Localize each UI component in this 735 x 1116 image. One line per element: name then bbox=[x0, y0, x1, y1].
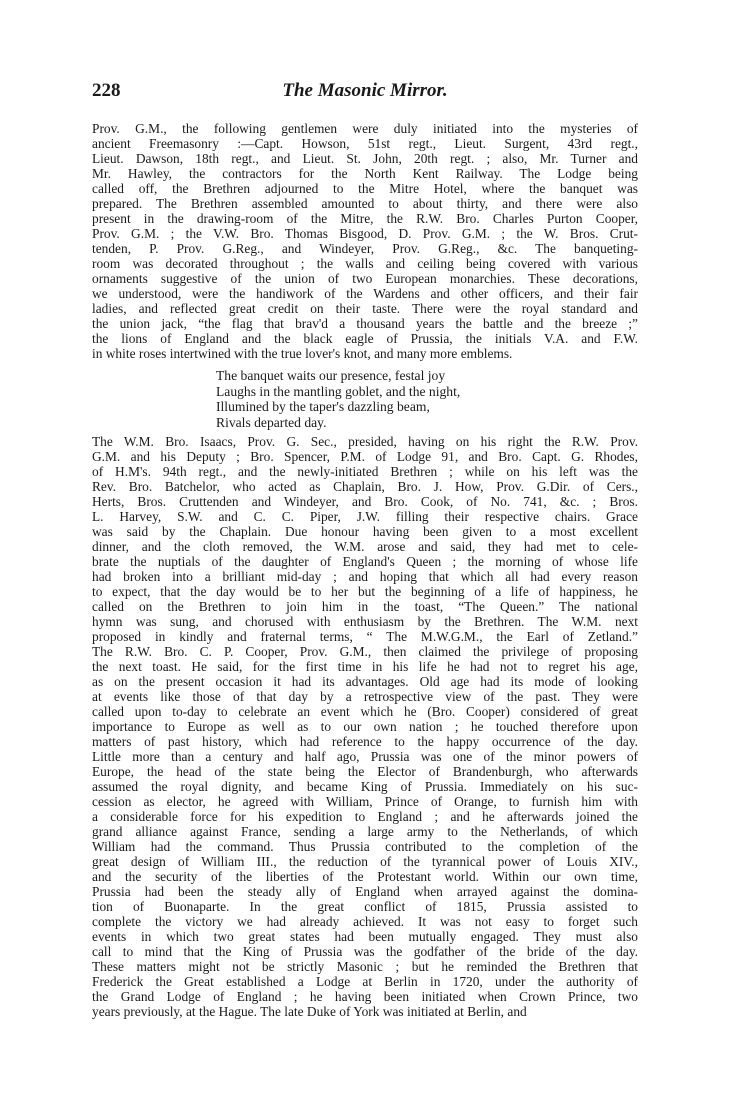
text-line: Frederick the Great established a Lodge at Berlin in 1720, under the authority of bbox=[92, 974, 638, 989]
text-line: the Grand Lodge of England ; he having been initiated when Crown Prince, two bbox=[92, 989, 638, 1004]
text-line: great design of William III., the reduction of the tyrannical power of Louis XIV., bbox=[92, 854, 638, 869]
text-line: Little more than a century and half ago, Prussia was one of the minor powers of bbox=[92, 749, 638, 764]
text-line: tion of Buonaparte. In the great conflict of 1815, Prussia assisted to bbox=[92, 899, 638, 914]
text-line: was said by the Chaplain. Due honour having been given to a most excellent bbox=[92, 524, 638, 539]
paragraph-2 bbox=[92, 434, 638, 1019]
text-line: The R.W. Bro. C. P. Cooper, Prov. G.M., then claimed the privilege of proposing bbox=[92, 644, 638, 659]
text-line: cession as elector, he agreed with William, Prince of Orange, to furnish him with bbox=[92, 794, 638, 809]
text-line: proposed in kindly and fraternal terms, “ The M.W.G.M., the Earl of Zetland.” bbox=[92, 629, 638, 644]
page-header bbox=[92, 80, 638, 104]
text-line: call to mind that the King of Prussia was the godfather of the bride of the day. bbox=[92, 944, 638, 959]
text-line: William had the command. Thus Prussia contributed to the completion of the bbox=[92, 839, 638, 854]
text-line: called off, the Brethren adjourned to the Mitre Hotel, where the banquet was bbox=[92, 181, 638, 196]
text-line: complete the victory we had already achieved. It was not easy to forget such bbox=[92, 914, 638, 929]
text-line: assumed the royal dignity, and became King of Prussia. Immediately on his suc- bbox=[92, 779, 638, 794]
text-line: Herts, Bros. Cruttenden and Windeyer, and Bro. Cook, of No. 741, &c. ; Bros. bbox=[92, 494, 638, 509]
text-line: Rev. Bro. Batchelor, who acted as Chaplain, Bro. J. How, Prov. G.Dir. of Cers., bbox=[92, 479, 638, 494]
text-line: dinner, and the cloth removed, the W.M. arose and said, they had met to cele- bbox=[92, 539, 638, 554]
text-line: Europe, the head of the state being the Elector of Brandenburgh, who afterwards bbox=[92, 764, 638, 779]
text-line: grand alliance against France, sending a large army to the Netherlands, of which bbox=[92, 824, 638, 839]
text-line: of H.M's. 94th regt., and the newly-initiated Brethren ; while on his left was the bbox=[92, 464, 638, 479]
text-line: and the security of the liberties of the Protestant world. Within our own time, bbox=[92, 869, 638, 884]
text-line: had broken into a brilliant mid-day ; and hoping that which all had every reason bbox=[92, 569, 638, 584]
text-line: called on the Brethren to join him in the toast, “The Queen.” The national bbox=[92, 599, 638, 614]
verse-quotation bbox=[216, 368, 460, 430]
text-line: ladies, and reflected great credit on their taste. There were the royal standard and bbox=[92, 301, 638, 316]
text-line: as on the present occasion it had its advantages. Old age had its mode of looking bbox=[92, 674, 638, 689]
text-line: hymn was sung, and chorused with enthusiasm by the Brethren. The W.M. next bbox=[92, 614, 638, 629]
text-line: The W.M. Bro. Isaacs, Prov. G. Sec., presided, having on his right the R.W. Prov. bbox=[92, 434, 638, 449]
verse-line: The banquet waits our presence, festal joy bbox=[216, 368, 446, 383]
text-line: matters of past history, which had reference to the happy occurrence of the day. bbox=[92, 734, 638, 749]
text-line: a considerable force for his expedition to England ; and he afterwards joined the bbox=[92, 809, 638, 824]
text-line: brate the nuptials of the daughter of England's Queen ; the morning of whose life bbox=[92, 554, 638, 569]
text-line: Lieut. Dawson, 18th regt., and Lieut. St. John, 20th regt. ; also, Mr. Turner and bbox=[92, 151, 638, 166]
text-line: Mr. Hawley, the contractors for the North Kent Railway. The Lodge being bbox=[92, 166, 638, 181]
text-line: These matters might not be strictly Masonic ; but he reminded the Brethren that bbox=[92, 959, 638, 974]
verse-line: Illumined by the taper's dazzling beam, bbox=[216, 399, 430, 414]
text-line: we understood, were the handiwork of the Wardens and other officers, and their fair bbox=[92, 286, 638, 301]
text-line: events in which two great states had been mutually engaged. They must also bbox=[92, 929, 638, 944]
text-line: years previously, at the Hague. The late Duke of York was initiated at Berlin, and bbox=[92, 1004, 527, 1019]
verse-line: Laughs in the mantling goblet, and the night, bbox=[216, 383, 461, 399]
text-line: the lions of England and the black eagle of Prussia, the initials V.A. and F.W. bbox=[92, 331, 638, 346]
text-line: G.M. and his Deputy ; Bro. Spencer, P.M. of Lodge 91, and Bro. Capt. G. Rhodes, bbox=[92, 449, 638, 464]
text-line: importance to Europe as well as to our own nation ; he touched therefore upon bbox=[92, 719, 638, 734]
text-line: the next toast. He said, for the first time in his life he had not to regret his age, bbox=[92, 659, 638, 674]
text-line: ornaments suggestive of the union of two European monarchies. These decorations, bbox=[92, 271, 638, 286]
text-line: at events like those of that day by a retrospective view of the past. They were bbox=[92, 689, 638, 704]
text-line: prepared. The Brethren assembled amounted to about thirty, and there were also bbox=[92, 196, 638, 211]
text-line: to expect, that the day would be to her but the beginning of a life of happiness, he bbox=[92, 584, 638, 599]
text-line: Prov. G.M. ; the V.W. Bro. Thomas Bisgood, D. Prov. G.M. ; the W. Bros. Crut- bbox=[92, 226, 638, 241]
text-line: L. Harvey, S.W. and C. C. Piper, J.W. filling their respective chairs. Grace bbox=[92, 509, 638, 524]
running-title: The Masonic Mirror. bbox=[282, 80, 448, 101]
text-line: ancient Freemasonry :—Capt. Howson, 51st regt., Lieut. Surgent, 43rd regt., bbox=[92, 136, 638, 151]
text-line: tenden, P. Prov. G.Reg., and Windeyer, Prov. G.Reg., &c. The banqueting- bbox=[92, 241, 638, 256]
paragraph-1 bbox=[92, 121, 638, 361]
text-line: the union jack, “the flag that brav'd a thousand years the battle and the breeze ;” bbox=[92, 316, 638, 331]
text-line: called upon to-day to celebrate an event which he (Bro. Cooper) considered of great bbox=[92, 704, 638, 719]
text-line: present in the drawing-room of the Mitre, the R.W. Bro. Charles Purton Cooper, bbox=[92, 211, 638, 226]
page-number: 228 bbox=[92, 80, 121, 101]
text-line: Prov. G.M., the following gentlemen were duly initiated into the mysteries of bbox=[92, 121, 638, 136]
text-line: in white roses intertwined with the true lover's knot, and many more emblems. bbox=[92, 346, 513, 361]
text-line: room was decorated throughout ; the walls and ceiling being covered with various bbox=[92, 256, 638, 271]
text-line: Prussia had been the steady ally of England when arrayed against the domina- bbox=[92, 884, 638, 899]
verse-line: Rivals departed day. bbox=[216, 414, 327, 430]
